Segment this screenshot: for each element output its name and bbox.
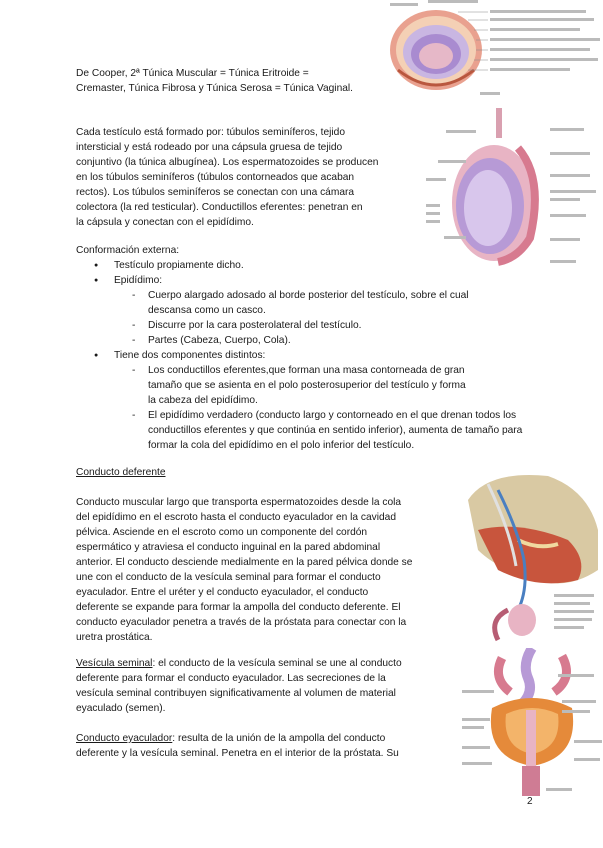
list-item: - El epidídimo verdadero (conducto largo y contorneado en el que drenan todos los conductillos eferentes y que continúa en sentido inferior), aumenta de tamaño para formar la cola del epidídimo en el polo inferior del testículo. bbox=[76, 408, 546, 453]
text-line: eyaculador. Entre el uréter y el conducto eyaculador, el conducto bbox=[76, 587, 369, 598]
text-line: une con el conducto de la vesícula seminal para formar el conducto bbox=[76, 572, 381, 583]
conformation-section bbox=[76, 243, 546, 453]
text-line: Conducto eyaculador: resulta de la unión de la ampolla del conducto bbox=[76, 733, 386, 744]
text-line: deferente y la vesícula seminal. Penetra en el interior de la próstata. Su bbox=[76, 748, 399, 759]
section-title: Conformación externa: bbox=[76, 245, 180, 256]
intro-block bbox=[76, 66, 396, 96]
page-number: 2 bbox=[527, 796, 533, 807]
text-line: conjuntivo (la túnica albugínea). Los espermatozoides se producen bbox=[76, 157, 379, 168]
list-item: ● Epidídimo: bbox=[76, 273, 546, 288]
text-line: pélvica. Asciende en el escroto como un componente del cordón bbox=[76, 527, 368, 538]
list-item: - Los conductillos eferentes,que forman una masa contorneada de gran tamaño que se asienta en el polo posterosuperior del testículo y forma la cabeza del epidídimo. bbox=[76, 363, 546, 408]
conformation-list bbox=[76, 258, 546, 288]
text-line: Cada testículo está formado por: túbulos seminíferos, tejido bbox=[76, 127, 345, 138]
figure-prostate-seminal-vesicle bbox=[462, 648, 603, 798]
deferent-section bbox=[76, 465, 456, 645]
components-sublist bbox=[76, 363, 546, 453]
testicle-paragraph bbox=[76, 125, 421, 230]
testis-cross-section-illustration bbox=[388, 0, 603, 102]
text-line: deferente se expande para formar la ampolla del conducto deferente. El bbox=[76, 602, 401, 613]
text-line: del epidídimo en el escroto hasta el conducto eyaculador en la cavidad bbox=[76, 512, 396, 523]
vesicle-section bbox=[76, 656, 446, 716]
text-line: Vesícula seminal: el conducto de la vesícula seminal se une al conducto bbox=[76, 658, 402, 669]
list-item: - Discurre por la cara posterolateral del testículo. bbox=[76, 318, 546, 333]
figure-testis-cross-section bbox=[388, 0, 603, 102]
intro-line: Cremaster, Túnica Fibrosa y Túnica Serosa = Túnica Vaginal. bbox=[76, 83, 353, 94]
epididymis-sublist bbox=[76, 288, 546, 348]
list-item: - Partes (Cabeza, Cuerpo, Cola). bbox=[76, 333, 546, 348]
text-line: Conducto muscular largo que transporta espermatozoides desde la cola bbox=[76, 497, 402, 508]
text-line: colectora (la red testicular). Conductillos eferentes: penetran en bbox=[76, 202, 363, 213]
conformation-list bbox=[76, 348, 546, 363]
text-line: conducto eyaculador penetra a través de la próstata para conectar con la bbox=[76, 617, 407, 628]
list-item: ● Tiene dos componentes distintos: bbox=[76, 348, 546, 363]
text-line: vesícula seminal contribuyen significativamente al volumen de material bbox=[76, 688, 396, 699]
text-line: deferente para formar el conducto eyaculador. Las secreciones de la bbox=[76, 673, 386, 684]
section-heading: Conducto deferente bbox=[76, 467, 166, 478]
list-item: - Cuerpo alargado adosado al borde posterior del testículo, sobre el cual descansa como un casco. bbox=[76, 288, 546, 318]
list-item: ● Testículo propiamente dicho. bbox=[76, 258, 546, 273]
intro-line: De Cooper, 2ª Túnica Muscular = Túnica Eritroide = bbox=[76, 68, 309, 79]
ejaculatory-section bbox=[76, 731, 446, 761]
text-line: rectos). Los túbulos seminíferos se conectan con una cámara bbox=[76, 187, 355, 198]
text-line: la cápsula y conectan con el epidídimo. bbox=[76, 217, 254, 228]
text-line: espermático y atraviesa el conducto inguinal en la pared abdominal bbox=[76, 542, 381, 553]
text-line: en los túbulos seminíferos (túbulos contorneados que acaban bbox=[76, 172, 355, 183]
figure-pelvis-deferent-duct bbox=[458, 470, 603, 648]
term: Conducto eyaculador bbox=[76, 733, 173, 744]
term: Vesícula seminal bbox=[76, 658, 153, 669]
text-line: eyaculado (semen). bbox=[76, 703, 166, 714]
text-line: intersticial y está rodeado por una cápsula gruesa de tejido bbox=[76, 142, 343, 153]
text-line: anterior. El conducto desciende medialmente en la pared pélvica donde se bbox=[76, 557, 413, 568]
pelvis-illustration bbox=[458, 470, 603, 648]
text-line: uretra prostática. bbox=[76, 632, 153, 643]
prostate-illustration bbox=[462, 648, 603, 798]
